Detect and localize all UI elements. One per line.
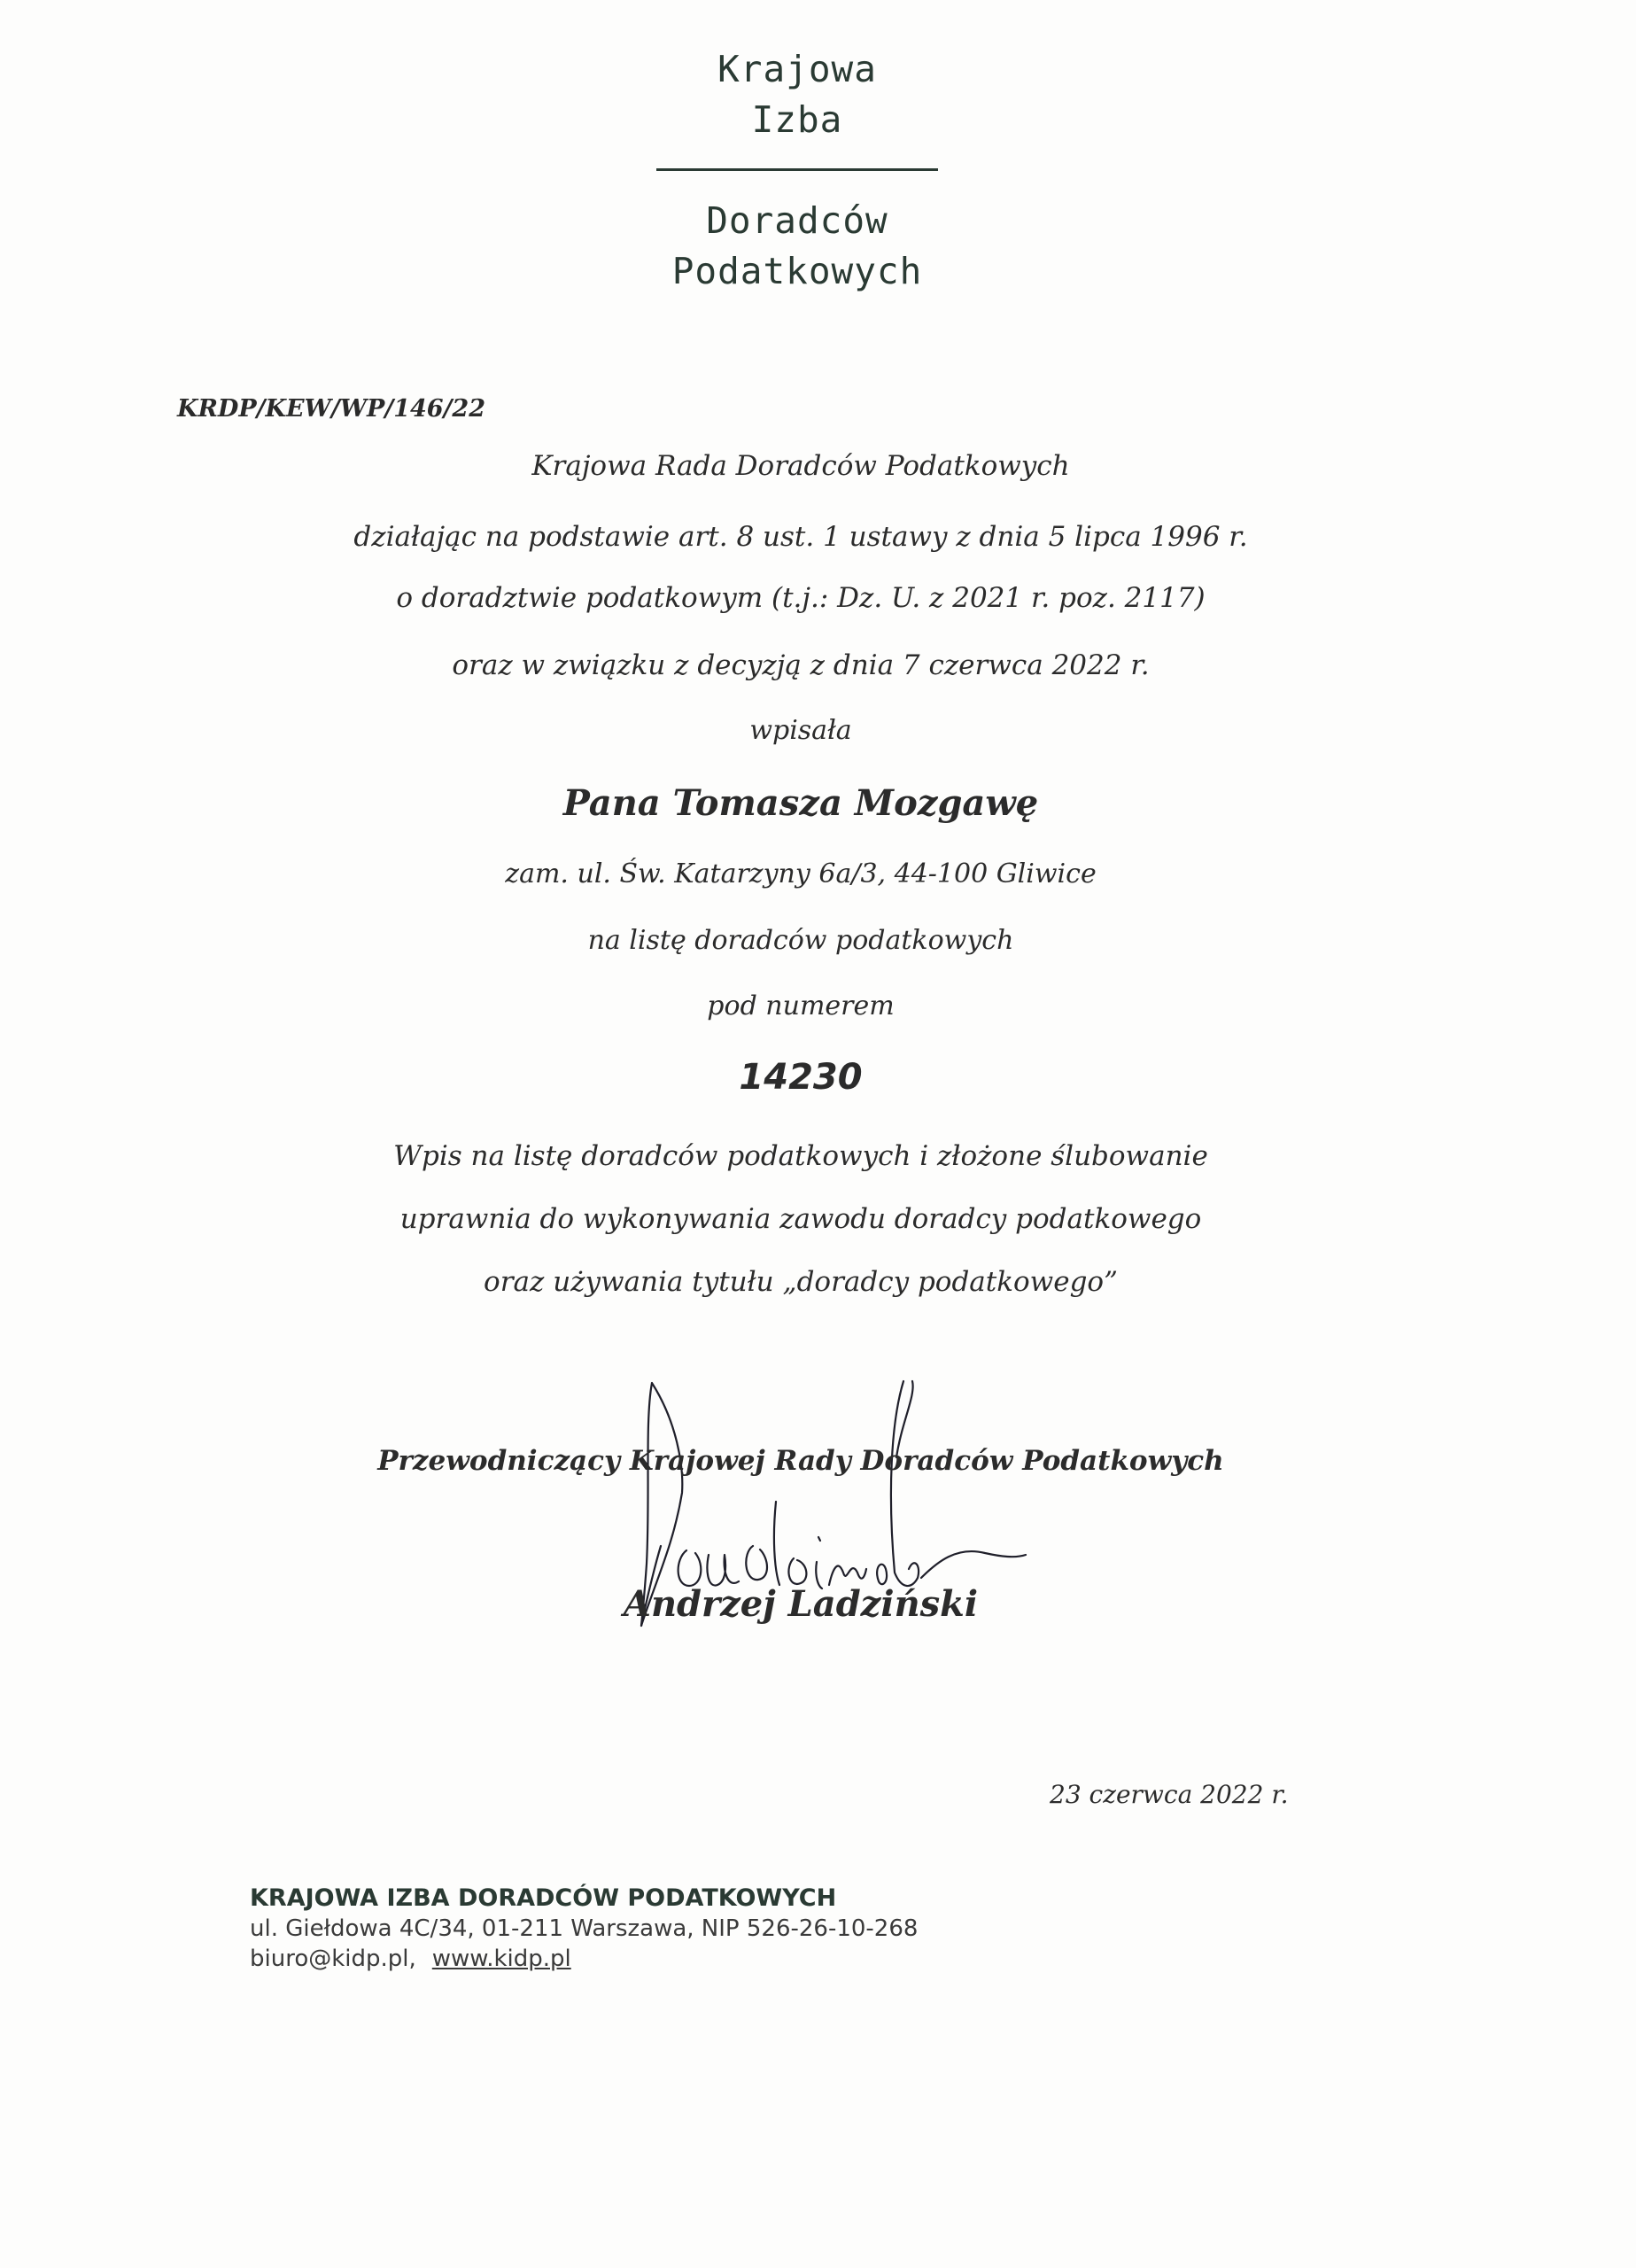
body-line: Krajowa Rada Doradców Podatkowych [531, 450, 1070, 482]
signatory-name: Andrzej Ladziński [623, 1583, 979, 1625]
body-line: pod numerem [707, 990, 895, 1021]
signatory-role: Przewodniczący Krajowej Rady Doradców Podatkowych [377, 1445, 1224, 1477]
body-line: uprawnia do wykonywania zawodu doradcy podatkowego [399, 1203, 1202, 1235]
logo-divider [656, 168, 938, 171]
organization-logo [620, 44, 974, 297]
logo-line: Izba [751, 98, 843, 141]
body-line: oraz w związku z decyzją z dnia 7 czerwca 2022 r. [452, 649, 1150, 681]
footer-organization: KRAJOWA IZBA DORADCÓW PODATKOWYCH [250, 1884, 837, 1912]
recipient-address: zam. ul. Św. Katarzyny 6a/3, 44-100 Gliwice [505, 858, 1097, 889]
logo-line: Krajowa [717, 48, 877, 90]
logo-line: Doradców [706, 199, 888, 242]
logo-line: Podatkowych [671, 250, 923, 292]
body-line: działając na podstawie art. 8 ust. 1 ustawy z dnia 5 lipca 1996 r. [353, 521, 1248, 553]
recipient-name: Pana Tomasza Mozgawę [562, 782, 1039, 824]
registration-number: 14230 [739, 1057, 863, 1098]
footer-address: ul. Giełdowa 4C/34, 01-211 Warszawa, NIP 526-26-10-268 [250, 1915, 919, 1942]
reference-number: KRDP/KEW/WP/146/22 [177, 395, 485, 423]
body-line: na listę doradców podatkowych [587, 925, 1014, 956]
issue-date: 23 czerwca 2022 r. [1050, 1780, 1289, 1809]
body-line: oraz używania tytułu „doradcy podatkowego” [484, 1266, 1118, 1298]
footer-email[interactable]: biuro@kidp.pl, [250, 1946, 416, 1972]
body-line: wpisała [749, 715, 852, 746]
footer-website-link[interactable]: www.kidp.pl [431, 1946, 571, 1972]
body-line: o doradztwie podatkowym (t.j.: Dz. U. z 2021 r. poz. 2117) [396, 582, 1206, 614]
footer [250, 1884, 918, 1974]
body-line: Wpis na listę doradców podatkowych i złożone ślubowanie [393, 1140, 1208, 1172]
